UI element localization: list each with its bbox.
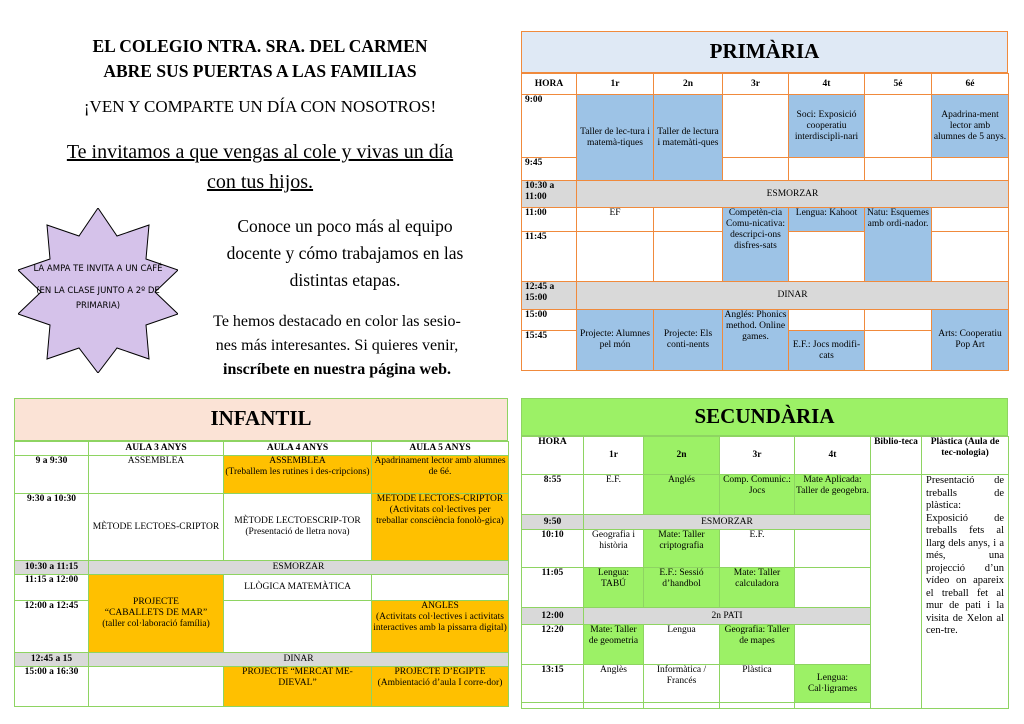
sec-cell-1r-e: Anglès xyxy=(584,665,644,703)
pri-empty xyxy=(654,232,723,282)
destacado-line2: nes más interesantes. Si quieres venir, xyxy=(215,337,459,354)
inf-cell-3-c xyxy=(89,575,224,653)
sec-empty xyxy=(720,703,795,709)
destacado-text xyxy=(182,310,492,382)
sec-time-1315: 13:15 xyxy=(522,665,584,703)
pri-empty xyxy=(723,158,789,181)
inf-header-5anys: AULA 5 ANYS xyxy=(372,442,509,456)
inf-cell-5-a: Apadrinament lector amb alumnes de 6é. xyxy=(372,456,509,494)
pri-time-900: 9:00 xyxy=(522,95,577,158)
pri-esmorzar: ESMORZAR xyxy=(577,181,1009,208)
inf-cell-3-b: MÈTODE LECTOES-CRIPTOR xyxy=(89,494,224,561)
conoce-line1: Conoce un poco más al equipo xyxy=(237,216,453,236)
inf-cell-5-b xyxy=(372,494,509,561)
sec-header-hora: HORA xyxy=(522,437,584,475)
sec-cell-1r-d: Mate: Taller de geometria xyxy=(584,625,644,665)
sec-empty xyxy=(522,703,584,709)
infantil-table xyxy=(14,441,509,707)
main-title-line2: ABRE SUS PUERTAS A LAS FAMILIAS xyxy=(103,61,417,81)
invite-line2: con tus hijos. xyxy=(206,171,314,193)
pri-cell-4t-b: Lengua: Kahoot xyxy=(789,208,865,232)
inf-header-3anys: AULA 3 ANYS xyxy=(89,442,224,456)
pri-empty xyxy=(577,232,654,282)
ampa-badge-text xyxy=(20,262,176,314)
inf-cell-4-b xyxy=(224,494,372,561)
pri-cell-5e-b: Natu: Esquemes amb ordi-nador. xyxy=(865,208,932,282)
pri-empty xyxy=(789,232,865,282)
inf-cell-4-c: LLÒGICA MATEMÀTICA xyxy=(224,575,372,601)
sec-esmorzar: ESMORZAR xyxy=(584,515,871,530)
inf-header-empty xyxy=(15,442,89,456)
sec-biblioteca-col xyxy=(871,475,922,709)
inf-empty xyxy=(89,667,224,707)
inf-3-c-title: PROJECTE xyxy=(133,597,179,607)
inf-5-b-title: MÈTODE LECTOES-CRIPTOR xyxy=(376,494,504,504)
sec-cell-3r-e: Plàstica xyxy=(720,665,795,703)
pri-cell-6e-c: Arts: Cooperatiu Pop Art xyxy=(932,310,1009,371)
secundaria-title: SECUNDÀRIA xyxy=(521,398,1008,436)
inf-time-2: 9:30 a 10:30 xyxy=(15,494,89,561)
sec-time-1200: 12:00 xyxy=(522,608,584,625)
inf-time-5: 12:00 a 12:45 xyxy=(15,601,89,653)
inf-3-c-desc: (taller col·laboració família) xyxy=(102,619,210,629)
sec-time-855: 8:55 xyxy=(522,475,584,515)
pri-cell-1r-c: Projecte: Alumnes pel món xyxy=(577,310,654,371)
pri-header-3r: 3r xyxy=(723,74,789,95)
inf-3-c-sub: “CABALLETS DE MAR” xyxy=(104,608,208,618)
invite-headline: ¡VEN Y COMPARTE UN DÍA CON NOSOTROS! xyxy=(83,97,437,116)
inf-header-4anys: AULA 4 ANYS xyxy=(224,442,372,456)
pri-cell-1r-a: Taller de lec-tura i matemà-tiques xyxy=(577,95,654,181)
infantil-title: INFANTIL xyxy=(14,398,508,441)
inf-5-d-desc: (Ambientació d’aula I corre-dor) xyxy=(377,678,503,688)
sec-cell-3r-c: Mate: Taller calculadora xyxy=(720,568,795,608)
conoce-text xyxy=(190,213,500,294)
sec-empty xyxy=(795,530,871,568)
badge-line1: LA AMPA TE INVITA A UN CAFÉ xyxy=(33,264,163,274)
pri-header-4t: 4t xyxy=(789,74,865,95)
inf-cell-5-c xyxy=(372,601,509,653)
inf-dinar: DINAR xyxy=(89,653,509,667)
sec-header-4t: 4t xyxy=(795,437,871,475)
pri-empty xyxy=(932,208,1009,232)
pri-cell-4t-c: E.F.: Jocs modifi-cats xyxy=(789,331,865,371)
pri-header-5e: 5é xyxy=(865,74,932,95)
pri-time-1545: 15:45 xyxy=(522,331,577,371)
pri-time-1500: 15:00 xyxy=(522,310,577,331)
inf-5-d-title: PROJECTE D’EGIPTE xyxy=(394,667,486,677)
pri-dinar: DINAR xyxy=(577,282,1009,310)
sec-cell-4t-e: Lengua: Cal·ligrames xyxy=(795,665,871,703)
pri-cell-5e-a xyxy=(865,95,932,158)
sec-empty xyxy=(795,568,871,608)
pri-time-1145: 11:45 xyxy=(522,232,577,282)
sec-empty xyxy=(644,703,720,709)
sec-cell-1r-a: E.F. xyxy=(584,475,644,515)
sec-pati: 2n PATI xyxy=(584,608,871,625)
inf-cell-3-a: ASSEMBLEA xyxy=(89,456,224,494)
inf-time-3: 10:30 a 11:15 xyxy=(15,561,89,575)
pri-empty xyxy=(789,158,865,181)
inf-time-6: 12:45 a 15 xyxy=(15,653,89,667)
pri-header-2n: 2n xyxy=(654,74,723,95)
inf-esmorzar: ESMORZAR xyxy=(89,561,509,575)
pri-time-1245: 12:45 a 15:00 xyxy=(522,282,577,310)
primaria-title: PRIMÀRIA xyxy=(521,31,1008,73)
inf-empty xyxy=(372,575,509,601)
inf-5-c-desc: (Activitats col·lectives i activitats interactives amb la pissarra digital) xyxy=(373,612,507,633)
pri-empty xyxy=(932,232,1009,282)
sec-empty xyxy=(795,703,871,709)
pri-cell-6e-a: Apadrina-ment lector amb alumnes de 5 anys. xyxy=(932,95,1009,158)
pri-header-1r: 1r xyxy=(577,74,654,95)
sec-time-1105: 11:05 xyxy=(522,568,584,608)
pri-cell-2n-a: Taller de lectura i matemàti-ques xyxy=(654,95,723,181)
destacado-line1: Te hemos destacado en color las sesio- xyxy=(213,313,461,330)
inf-cell-5-d xyxy=(372,667,509,707)
sec-time-950: 9:50 xyxy=(522,515,584,530)
badge-line2: (EN LA CLASE JUNTO A 2º DE xyxy=(36,286,160,296)
sec-header-biblioteca: Biblio-teca xyxy=(871,437,922,475)
sec-header-3r: 3r xyxy=(720,437,795,475)
main-title-line1: EL COLEGIO NTRA. SRA. DEL CARMEN xyxy=(92,36,428,56)
sec-time-1010: 10:10 xyxy=(522,530,584,568)
inf-time-4: 11:15 a 12:00 xyxy=(15,575,89,601)
inf-4-a-title: ASSEMBLEA xyxy=(269,456,326,466)
primaria-table xyxy=(521,73,1009,371)
sec-time-1220: 12:20 xyxy=(522,625,584,665)
pri-empty xyxy=(865,331,932,371)
pri-cell-3r-c: Anglés: Phonics method. Online games. xyxy=(723,310,789,371)
inf-4-b-title: MÈTODE LECTOESCRIP-TOR xyxy=(234,516,361,526)
inf-5-b-desc: (Activitats col·lectives per treballar consciència fonolò-gica) xyxy=(376,505,504,526)
inf-5-c-title: ANGLÉS xyxy=(421,601,459,611)
inf-4-a-desc: (Treballem les rutines i des-cripcions) xyxy=(225,467,370,477)
destacado-line3: inscríbete en nuestra página web. xyxy=(223,361,451,378)
sec-cell-3r-a: Comp. Comunic.: Jocs xyxy=(720,475,795,515)
inf-time-1: 9 a 9:30 xyxy=(15,456,89,494)
pri-empty xyxy=(865,310,932,331)
sec-cell-2n-a: Anglés xyxy=(644,475,720,515)
pri-empty xyxy=(865,158,932,181)
sec-cell-4t-a: Mate Aplicada: Taller de geogebra. xyxy=(795,475,871,515)
pri-cell-3r-b: Competèn-cia Comu-nicativa: descripci-ons disfres-sats xyxy=(723,208,789,282)
pri-header-6e: 6é xyxy=(932,74,1009,95)
conoce-line3: distintas etapas. xyxy=(289,270,401,290)
sec-cell-3r-b: E.F. xyxy=(720,530,795,568)
sec-empty xyxy=(795,625,871,665)
secundaria-table xyxy=(521,436,1009,709)
pri-time-1100: 11:00 xyxy=(522,208,577,232)
sec-cell-1r-b: Geografia i història xyxy=(584,530,644,568)
pri-cell-4t-a: Soci: Exposició cooperatiu interdiscipli-nari xyxy=(789,95,865,158)
sec-cell-2n-e: Informàtica / Francés xyxy=(644,665,720,703)
pri-cell-1r-b: EF xyxy=(577,208,654,232)
sec-plastica-col: Presentació de treballs de plàstica: Exposició de treballs fets al llarg dels anys, i a més, una projecció d’un vídeo on apareix el treball fet al mur de pati i la visita de Xelon al cen-tre. xyxy=(922,475,1009,709)
sec-header-2n: 2n xyxy=(644,437,720,475)
inf-4-b-desc: (Presentació de lletra nova) xyxy=(245,527,350,537)
pri-cell-3r-a xyxy=(723,95,789,158)
sec-header-1r: 1r xyxy=(584,437,644,475)
pri-time-1030: 10:30 a 11:00 xyxy=(522,181,577,208)
pri-empty xyxy=(932,158,1009,181)
invite-text xyxy=(10,137,510,197)
sec-cell-2n-d: Lengua xyxy=(644,625,720,665)
sec-cell-1r-c: Lengua: TABÚ xyxy=(584,568,644,608)
pri-empty xyxy=(789,310,865,331)
inf-cell-4-d: PROJECTE “MERCAT ME-DIEVAL” xyxy=(224,667,372,707)
invite-line1: Te invitamos a que vengas al cole y vivas un día xyxy=(66,141,454,163)
sec-header-plastica: Plàstica (Aula de tec-nologia) xyxy=(922,437,1009,475)
inf-cell-4-a xyxy=(224,456,372,494)
pri-empty xyxy=(654,208,723,232)
badge-line3: PRIMARIA) xyxy=(75,301,121,311)
inf-time-7: 15:00 a 16:30 xyxy=(15,667,89,707)
conoce-line2: docente y cómo trabajamos en las xyxy=(226,243,464,263)
inf-empty xyxy=(224,601,372,653)
pri-cell-2n-c: Projecte: Els conti-nents xyxy=(654,310,723,371)
sec-cell-2n-c: E.F.: Sessió d’handbol xyxy=(644,568,720,608)
pri-header-hora: HORA xyxy=(522,74,577,95)
sec-empty xyxy=(584,703,644,709)
sec-cell-2n-b: Mate: Taller criptografia xyxy=(644,530,720,568)
sec-cell-3r-d: Geografia: Taller de mapes xyxy=(720,625,795,665)
pri-time-945: 9:45 xyxy=(522,158,577,181)
